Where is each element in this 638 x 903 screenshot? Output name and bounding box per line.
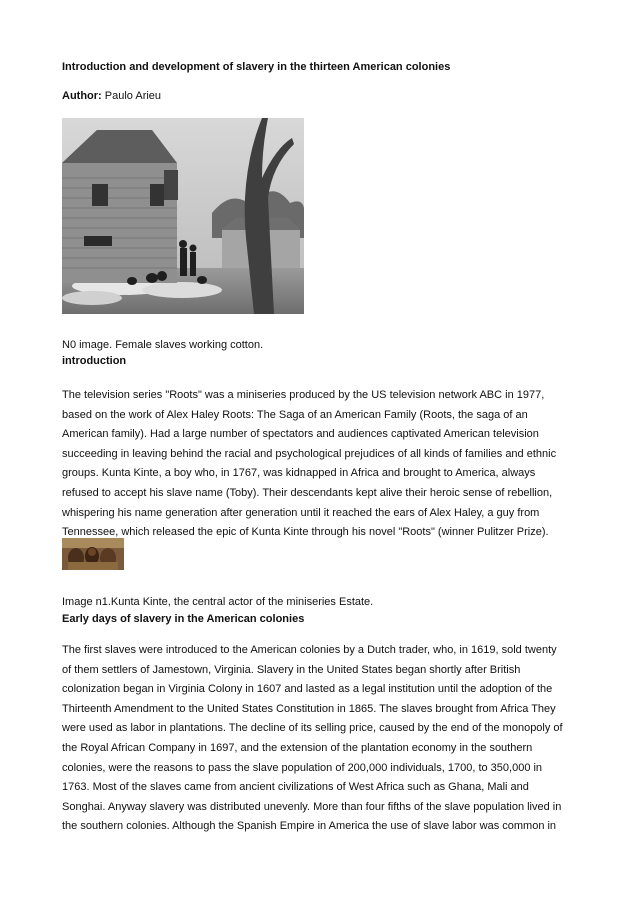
- paragraph-line: Tennessee, which released the epic of Kunta Kinte through his novel "Roots" (winner Pulitzer Prize).: [62, 526, 549, 539]
- paragraph-line: of them settlers of Jamestown, Virginia. Slavery in the United States began shortly after British: [62, 663, 521, 676]
- paragraph-line: the Royal African Company in 1697, and the extension of the plantation economy in the southern: [62, 741, 533, 754]
- paragraph-line: The first slaves were introduced to the American colonies by a Dutch trader, who, in 1619, sold twenty: [62, 644, 557, 656]
- paragraph-line: whispering his name generation after generation until it reached the ears of Alex Haley, a guy from: [62, 506, 540, 519]
- introduction-heading: introduction: [62, 355, 127, 367]
- kunta-kinte-photo: [62, 538, 124, 570]
- author-label: Author:: [62, 90, 102, 102]
- paragraph-line: were used as labor in plantations. The decline of its selling price, caused by the end of the monopoly of: [62, 722, 563, 735]
- author-name: Paulo Arieu: [101, 90, 162, 102]
- paragraph-line: groups. Kunta Kinte, a boy who, in 1767, was kidnapped in Africa and brought to America, always: [62, 467, 536, 480]
- image2-caption: Image n1.Kunta Kinte, the central actor of the miniseries Estate.: [62, 596, 374, 608]
- paragraph-line: 1763. Most of the slaves came from ancient civilizations of West Africa such as Ghana, Mali and: [62, 781, 529, 794]
- introduction-paragraph: [62, 386, 582, 543]
- paragraph-line: colonization began in Virginia Colony in 1607 and lasted as a legal institution until the adoption of the: [62, 683, 553, 696]
- paragraph-line: based on the work of Alex Haley Roots: The Saga of an American Family (Roots, the saga of an: [62, 408, 528, 421]
- document-title: Introduction and development of slavery in the thirteen American colonies: [62, 61, 451, 73]
- paragraph-line: the southern colonies. Although the Spanish Empire in America the use of slave labor was common in: [62, 820, 557, 833]
- paragraph-line: The television series "Roots" was a miniseries produced by the US television network ABC in 1977,: [62, 389, 545, 401]
- paragraph-line: colonies, were the reasons to pass the slave population of 200,000 individuals, 1700, to 350,000 in: [62, 761, 543, 774]
- paragraph-line: succeeding in leaving behind the racial and psychological prejudices of all kinds of families and ethnic: [62, 447, 557, 460]
- author-line: [62, 90, 161, 102]
- paragraph-line: Songhai. Anyway slavery was distributed unevenly. More than four fifths of the slave population lived in: [62, 800, 562, 813]
- paragraph-line: American family). Had a large number of spectators and audiences captivated American television: [62, 428, 539, 441]
- image1-caption: N0 image. Female slaves working cotton.: [62, 339, 264, 351]
- early-days-paragraph: [62, 641, 582, 837]
- paragraph-line: refused to accept his slave name (Toby). Their descendants kept alive their heroic sense of rebellion,: [62, 486, 553, 499]
- early-days-heading: Early days of slavery in the American colonies: [62, 613, 305, 625]
- paragraph-line: Thirteenth Amendment to the United States Constitution in 1865. The slaves brought from Africa They: [62, 702, 556, 715]
- slaves-working-cotton-photo: [62, 118, 304, 314]
